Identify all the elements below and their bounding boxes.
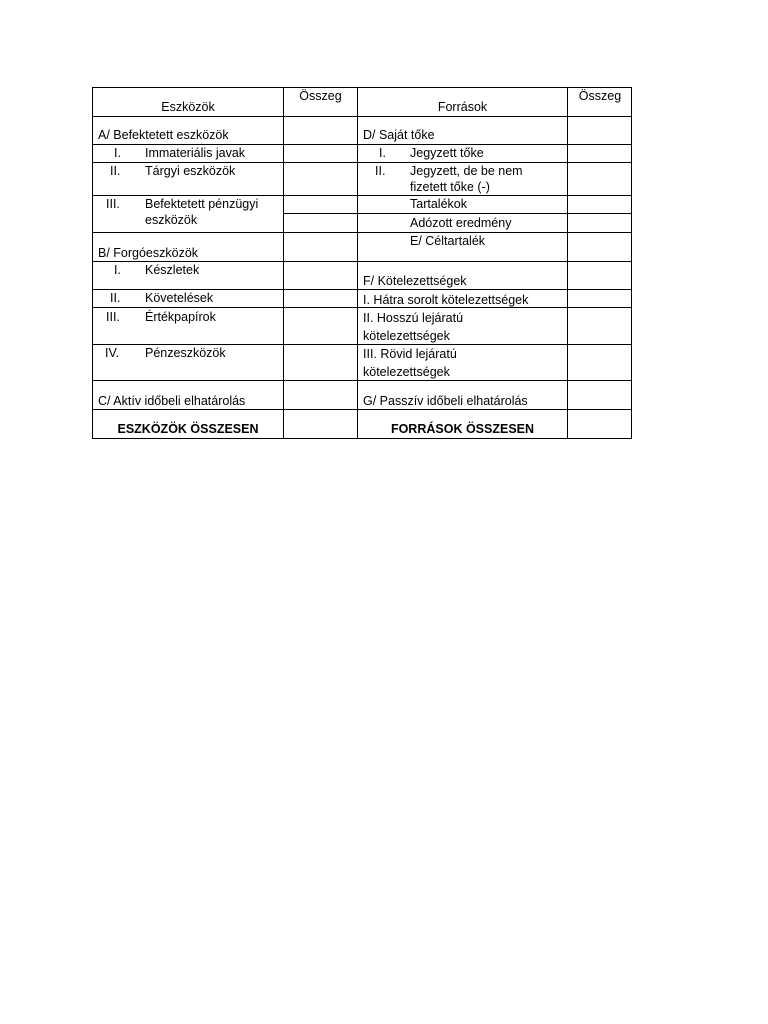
header-assets-title: Eszközök xyxy=(161,100,215,114)
asset-a-fixed-assets: A/ Befektetett eszközök xyxy=(98,128,229,142)
row-line xyxy=(357,232,632,233)
row-line xyxy=(357,195,632,196)
asset-a2-num: II. xyxy=(110,164,121,178)
header-liabilities-title: Források xyxy=(437,100,488,114)
row-line xyxy=(357,213,632,214)
liability-d1-num: I. xyxy=(379,146,386,160)
asset-b-current-assets: B/ Forgóeszközök xyxy=(98,246,199,260)
liability-f2-long-term-line1: II. Hosszú lejáratú xyxy=(363,311,464,325)
asset-a3-financial-line2: eszközök xyxy=(145,213,198,227)
row-line xyxy=(357,289,632,290)
liabilities-total: FORRÁSOK ÖSSZESEN xyxy=(390,422,535,436)
row-line xyxy=(283,213,357,214)
row-line xyxy=(92,289,357,290)
liability-f2-long-term-line2: kötelezettségek xyxy=(363,329,450,343)
liability-d2-unpaid-capital-line1: Jegyzett, de be nem xyxy=(410,164,523,178)
asset-a3-num: III. xyxy=(106,197,120,211)
row-line xyxy=(92,307,357,308)
asset-b4-num: IV. xyxy=(105,346,120,360)
asset-a1-num: I. xyxy=(114,146,121,160)
column-divider-right-amount xyxy=(567,87,568,439)
liability-f1-subordinated: I. Hátra sorolt kötelezettségek xyxy=(363,293,529,307)
assets-total: ESZKÖZÖK ÖSSZESEN xyxy=(117,422,259,436)
liability-f3-short-term-line2: kötelezettségek xyxy=(363,365,450,379)
liability-d-equity: D/ Saját tőke xyxy=(363,128,435,142)
asset-b3-num: III. xyxy=(106,310,120,324)
liability-d4-retained-earnings: Adózott eredmény xyxy=(410,216,512,230)
row-line xyxy=(92,116,632,117)
row-line xyxy=(92,380,357,381)
liability-e-provisions: E/ Céltartalék xyxy=(410,234,486,248)
liability-f-liabilities: F/ Kötelezettségek xyxy=(363,274,467,288)
asset-b2-receivables: Követelések xyxy=(145,291,214,305)
liability-d3-reserves: Tartalékok xyxy=(410,197,467,211)
row-line xyxy=(92,232,357,233)
header-assets-amount: Összeg xyxy=(299,89,342,103)
row-line xyxy=(92,261,357,262)
column-divider-left-amount xyxy=(283,87,284,439)
row-line xyxy=(357,144,632,145)
row-line xyxy=(357,380,632,381)
header-liabilities-amount: Összeg xyxy=(578,89,622,103)
row-line xyxy=(92,409,632,410)
asset-b1-inventories: Készletek xyxy=(145,263,200,277)
liability-d2-unpaid-capital-line2: fizetett tőke (-) xyxy=(410,180,490,194)
asset-c-accrued-income: C/ Aktív időbeli elhatárolás xyxy=(98,394,246,408)
asset-a1-intangible: Immateriális javak xyxy=(145,146,246,160)
asset-b2-num: II. xyxy=(110,291,121,305)
asset-b3-securities: Értékpapírok xyxy=(145,310,216,324)
liability-g-deferred-income: G/ Passzív időbeli elhatárolás xyxy=(363,394,528,408)
row-line xyxy=(357,344,632,345)
row-line xyxy=(357,261,632,262)
liability-d1-subscribed-capital: Jegyzett tőke xyxy=(410,146,484,160)
liability-f3-short-term-line1: III. Rövid lejáratú xyxy=(363,347,457,361)
asset-b4-cash: Pénzeszközök xyxy=(145,346,226,360)
liability-d2-num: II. xyxy=(375,164,386,178)
asset-a2-tangible: Tárgyi eszközök xyxy=(145,164,236,178)
asset-a3-financial-line1: Befektetett pénzügyi xyxy=(145,197,259,211)
asset-b1-num: I. xyxy=(114,263,121,277)
column-divider-middle xyxy=(357,87,358,439)
